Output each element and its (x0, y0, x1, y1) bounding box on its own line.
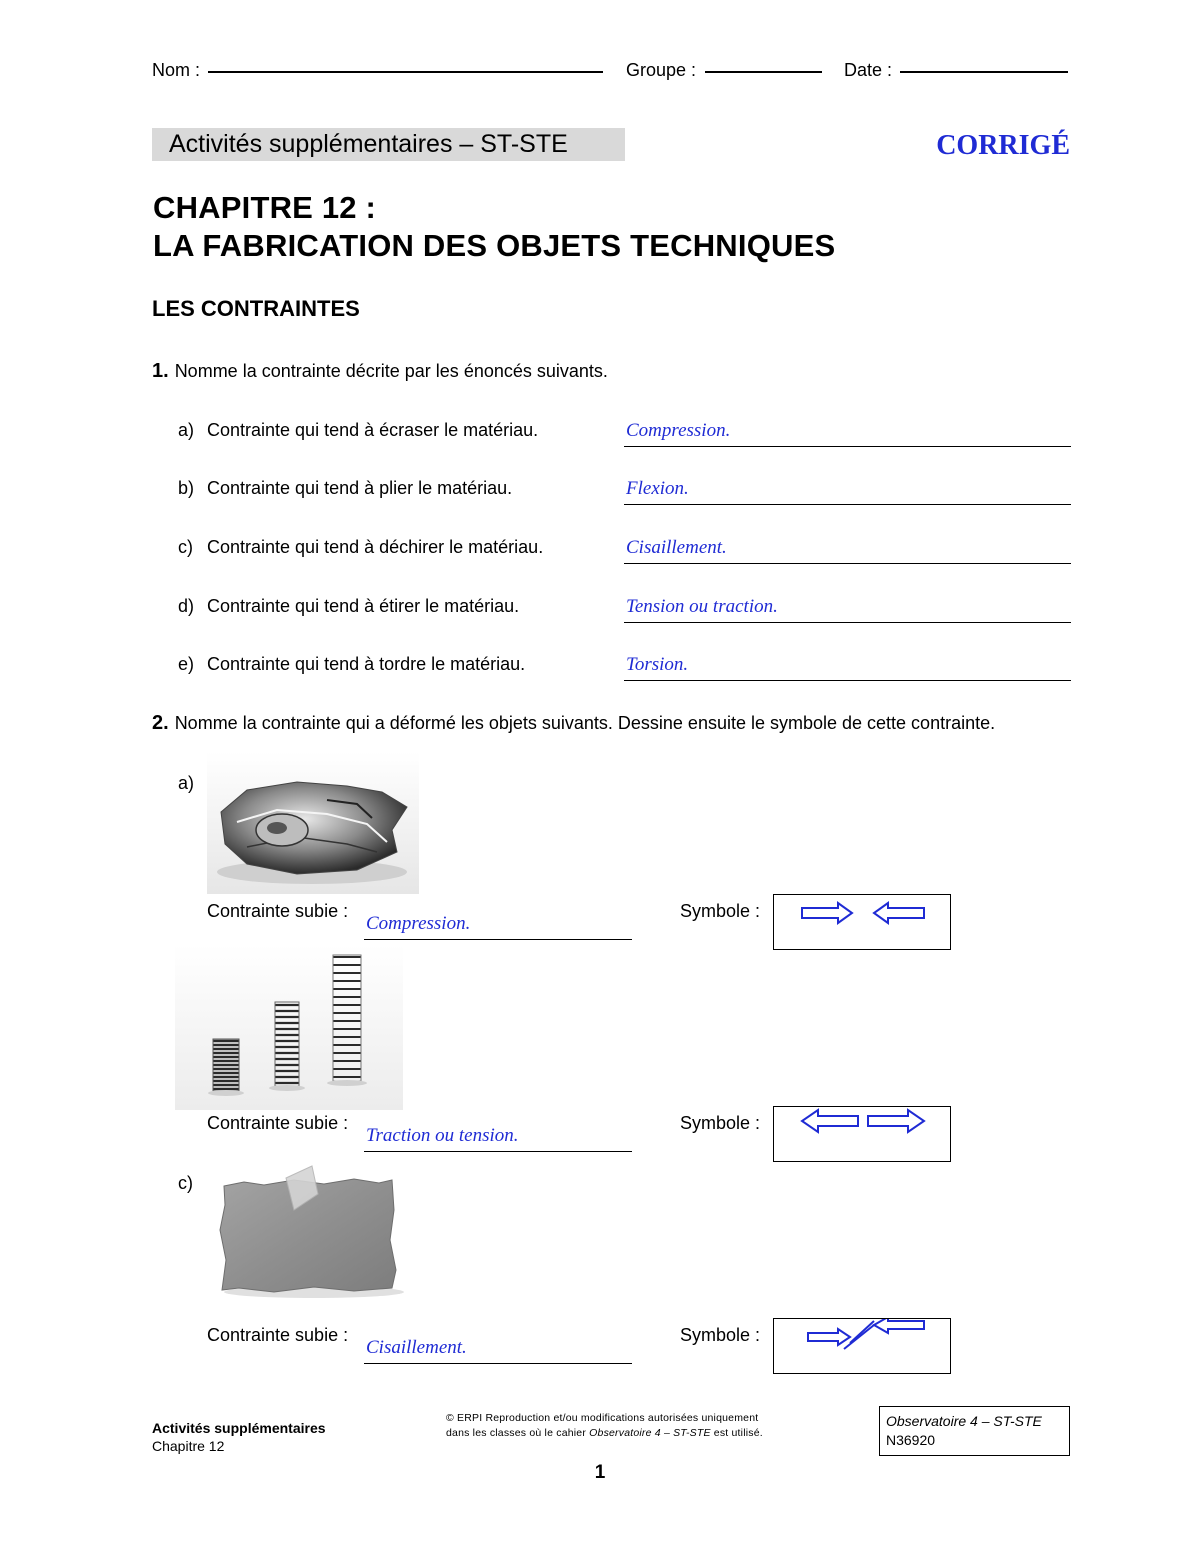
answer-line (624, 504, 1071, 505)
symbol-box-a (773, 894, 951, 950)
q1-answer-b[interactable]: Flexion. (626, 478, 689, 499)
answer-line (364, 1151, 632, 1152)
q2-answer-a[interactable]: Compression. (366, 913, 471, 934)
book-reference-box (879, 1406, 1070, 1456)
answer-line (364, 939, 632, 940)
q1-answer-e[interactable]: Torsion. (626, 654, 689, 675)
traction-symbol-icon (774, 1107, 949, 1160)
question-text: Nomme la contrainte qui a déformé les objets suivants. Dessine ensuite le symbole de cette contrainte. (174, 713, 996, 733)
q2-item-c-letter: c) (178, 1173, 193, 1193)
question-number: 2. (152, 712, 169, 734)
section-heading: LES CONTRAINTES (152, 296, 360, 321)
symbole-label-a: Symbole : (680, 901, 761, 921)
q1-item-b: b) Contrainte qui tend à plier le matériau. (178, 478, 513, 498)
crushed-can-image (207, 752, 419, 894)
torn-paper-image (214, 1160, 410, 1300)
answer-line (624, 622, 1071, 623)
answer-line (624, 446, 1071, 447)
groupe-line (705, 71, 822, 73)
q1-item-d: d) Contrainte qui tend à étirer le matériau. (178, 596, 520, 616)
nom-line (208, 71, 603, 73)
book-title: Observatoire 4 – ST-STE (886, 1413, 1042, 1429)
answer-line (624, 563, 1071, 564)
q2-answer-b[interactable]: Traction ou tension. (366, 1125, 519, 1146)
contrainte-label-b: Contrainte subie : (207, 1113, 349, 1133)
q1-answer-a[interactable]: Compression. (626, 420, 731, 441)
shear-symbol-icon (774, 1319, 949, 1372)
q1-item-a: a) Contrainte qui tend à écraser le matériau. (178, 420, 539, 440)
q1-item-e: e) Contrainte qui tend à tordre le matériau. (178, 654, 526, 674)
book-code: N36920 (886, 1432, 936, 1448)
contrainte-label-c: Contrainte subie : (207, 1325, 349, 1345)
answer-line (624, 680, 1071, 681)
chapter-title: CHAPITRE 12 : (153, 190, 377, 225)
activity-banner: Activités supplémentaires – ST-STE (152, 128, 625, 161)
date-line (900, 71, 1068, 73)
copyright-notice: © ERPI Reproduction et/ou modifications autorisées uniquement dans les classes où le cahier Observatoire 4 – ST-STE est utilisé. (446, 1412, 763, 1439)
question-1 (152, 360, 608, 383)
compression-symbol-icon (774, 895, 949, 948)
question-2 (152, 712, 995, 735)
symbole-label-b: Symbole : (680, 1113, 761, 1133)
symbol-box-c (773, 1318, 951, 1374)
page-number: 1 (594, 1462, 606, 1483)
corrige-label: CORRIGÉ (936, 130, 1070, 161)
q2-item-a-letter: a) (178, 773, 195, 793)
groupe-label: Groupe : (626, 60, 697, 80)
question-text: Nomme la contrainte décrite par les énoncés suivants. (174, 361, 608, 381)
q1-answer-d[interactable]: Tension ou traction. (626, 596, 778, 617)
answer-line (364, 1363, 632, 1364)
footer-title: Activités supplémentaires (152, 1420, 326, 1436)
date-label: Date : (844, 60, 893, 80)
nom-label: Nom : (152, 60, 201, 80)
springs-image (175, 945, 403, 1110)
symbol-box-b (773, 1106, 951, 1162)
q1-item-c: c) Contrainte qui tend à déchirer le matériau. (178, 537, 544, 557)
q1-answer-c[interactable]: Cisaillement. (626, 537, 727, 558)
symbole-label-c: Symbole : (680, 1325, 761, 1345)
question-number: 1. (152, 360, 169, 382)
chapter-subtitle: LA FABRICATION DES OBJETS TECHNIQUES (153, 228, 836, 263)
footer-chapter: Chapitre 12 (152, 1438, 225, 1454)
q2-answer-c[interactable]: Cisaillement. (366, 1337, 467, 1358)
contrainte-label-a: Contrainte subie : (207, 901, 349, 921)
